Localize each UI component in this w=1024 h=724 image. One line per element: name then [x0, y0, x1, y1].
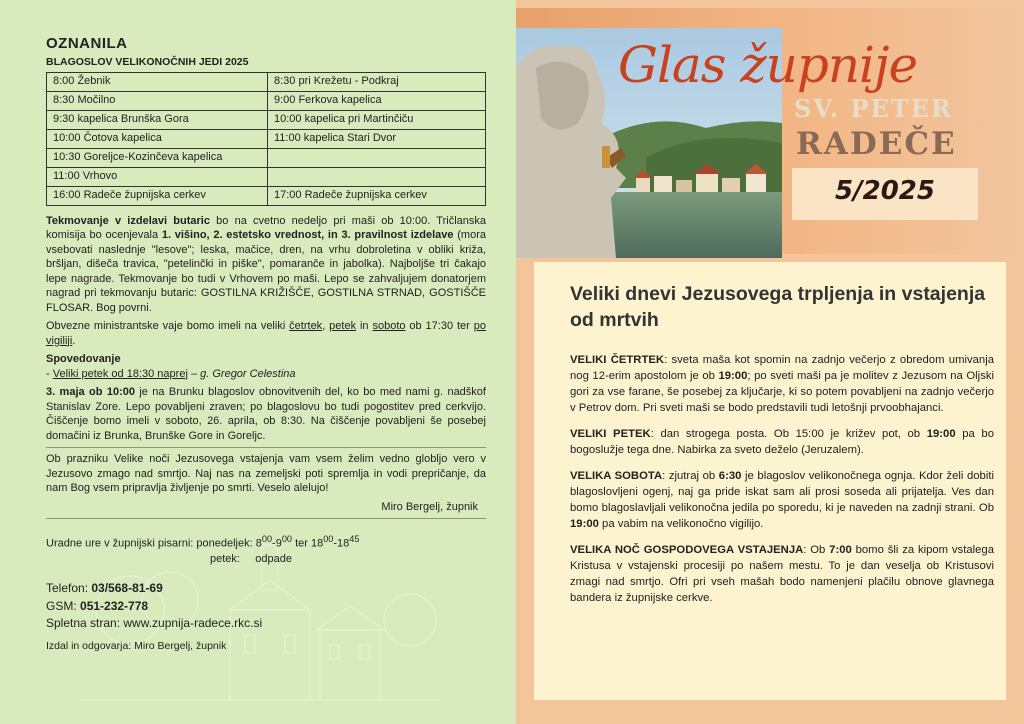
servers-sep: in — [356, 320, 373, 333]
table-cell — [268, 167, 486, 186]
phone-line — [46, 580, 486, 597]
day-time: 7:00 — [829, 544, 852, 557]
day-text: : zjutraj ob — [662, 470, 719, 483]
day-label: VELIKA NOČ GOSPODOVEGA VSTAJENJA — [570, 544, 804, 557]
servers-day-saturday: soboto — [372, 320, 406, 333]
parish-town: RADEČE — [796, 126, 957, 162]
office-hours-value: 00 — [281, 534, 293, 545]
blessing-schedule-table — [46, 72, 486, 206]
office-hours-value: 00 — [323, 534, 334, 545]
phone-number[interactable]: 03/568-81-69 — [91, 581, 163, 596]
issue-number: 5/2025 — [835, 176, 935, 206]
masthead — [516, 8, 1024, 254]
divider — [46, 518, 486, 519]
confession-dash: - — [46, 367, 53, 380]
table-row — [47, 148, 486, 167]
day-text: bomo šli za kipom vstalega Kristusa v vstajenski procesiji po našem mestu. To je dan veselja ob Kristusovi zmagi nad smrtjo. Ofri pri vseh mašah bodo namenjeni plačilu obnove glavnega bandera iz župnijske cerkve. — [570, 544, 994, 605]
table-cell: 8:30 pri Krežetu - Podkraj — [268, 72, 486, 91]
website-link[interactable]: www.zupnija-radece.rkc.si — [123, 615, 263, 630]
holy-week-article — [534, 262, 1006, 700]
brunk-blessing-paragraph — [46, 385, 486, 443]
table-cell: 10:00 Čotova kapelica — [47, 129, 268, 148]
day-time: 19:00 — [926, 427, 956, 440]
article-content — [570, 282, 994, 616]
day-text: : dan strogega posta. Ob 15:00 je križev pot, ob — [650, 427, 927, 440]
contest-title: Tekmovanje v izdelavi butaric — [46, 214, 210, 227]
office-hours-value: 00 — [261, 534, 273, 545]
gsm-line — [46, 598, 486, 615]
table-row — [47, 72, 486, 91]
table-cell: 11:00 kapelica Stari Dvor — [268, 129, 486, 148]
contact-block — [46, 580, 486, 632]
day-time: 19:00 — [570, 518, 599, 531]
butarice-contest-paragraph — [46, 214, 486, 316]
announcements-column — [46, 30, 486, 654]
right-panel — [516, 0, 1024, 724]
bulletin-title: Glas župnije — [618, 36, 918, 94]
table-row — [47, 167, 486, 186]
servers-after-vigil: po vigiliji — [46, 320, 486, 347]
contest-text: bo na cvetno nedeljo pri maši ob 10:00. Tričlanska komisija bo ocenjevala — [46, 214, 486, 242]
article-title: Veliki dnevi Jezusovega trpljenja in vstajenja od mrtvih — [570, 283, 986, 331]
table-cell: 8:00 Žebnik — [47, 72, 268, 91]
blessing-schedule-heading: BLAGOSLOV VELIKONOČNIH JEDI 2025 — [46, 55, 249, 68]
day-text: pa vabim na velikonočno vigilijo. — [598, 518, 764, 531]
table-cell: 9:00 Ferkova kapelica — [268, 91, 486, 110]
table-cell: 11:00 Vrhovo — [47, 167, 268, 186]
day-text: : Ob — [803, 544, 830, 557]
servers-day-friday: petek — [329, 320, 357, 333]
servers-sep: , — [322, 320, 330, 333]
divider — [46, 447, 486, 448]
easter-wish-paragraph: Ob prazniku Velike noči Jezusovega vstajenja vam vsem želim vedno globljo vero v Jezusovo zmago nad smrtjo. Naj nas na zemeljski poti spremlja in vodi prepričanje, da nam Bog vsem pripravlja življenje po smrti. Veselo alelujo! — [46, 453, 486, 495]
table-cell: 8:30 Močilno — [47, 91, 268, 110]
confession-sep: – — [187, 367, 201, 380]
gsm-number[interactable]: 051-232-778 — [80, 598, 149, 613]
servers-day-thursday: četrtek — [289, 320, 323, 333]
office-hours-value: -9 — [272, 538, 282, 551]
announcements-heading: OZNANILA — [46, 35, 128, 52]
table-row — [47, 129, 486, 148]
office-hours-value: 45 — [349, 534, 360, 545]
friday-value: odpade — [255, 552, 292, 565]
contest-criteria: 1. višino, 2. estetsko vrednost, in 3. pravilnost izdelave — [161, 229, 454, 242]
table-cell: 9:30 kapelica Brunška Gora — [47, 110, 268, 129]
gsm-label: GSM: — [46, 598, 81, 613]
servers-text: Obvezne ministrantske vaje bomo imeli na veliki — [46, 320, 290, 333]
servers-end: . — [72, 334, 76, 347]
easter-sunday-paragraph — [570, 542, 994, 606]
table-row — [47, 186, 486, 205]
contest-details: (mora vsebovati naslednje "lesove"; leska, mačice, dren, na vrhu dobroletina v obliki križa, bršljan, dišeča travica, "petelinčki in piške", pomaranče in jabolka). Najboljše tri čakajo lepe nagrade. Tekmovanje bo tudi v Vrhovem po maši. Lepo se zahvaljujem donatorjem nagrad pri tekmovanju butaric: GOSTILNA KRIŽIŠČE, GOSTILNA STRNAD, GOSTIŠČE FLOSAR. Bog povrni. — [46, 229, 486, 314]
brunk-date: 3. maja ob 10:00 — [46, 386, 135, 399]
table-row — [47, 91, 486, 110]
office-hours-value: -18 — [333, 538, 350, 551]
altar-servers-paragraph — [46, 319, 486, 348]
issue-box — [792, 168, 978, 220]
table-row — [47, 110, 486, 129]
office-hours-monday — [46, 533, 486, 551]
publisher-line: Izdal in odgovarja: Miro Bergelj, župnik — [46, 640, 227, 653]
office-hours — [46, 533, 486, 566]
website-line — [46, 615, 486, 632]
brunk-text: je na Brunku blagoslov obnovitvenih del, ko bo med nami g. nadškof Stanislav Zore. Lepo povabljeni zraven; po blagoslovu bo tudi pogostitev pred cerkvijo. Čiščenje bomo imeli v soboto, 26. aprila, ob 8:30. Na čiščenje povabljeni še posebej domačini iz Brunka, Brunške Gore in Goreljc. — [46, 386, 486, 442]
day-text: ; po sveti maši pa je molitev z Jezusom na Oljski gori za vse farane, še posebej za ključarje, ki so potem povabljeni na zadnjo večerjo v Petrov dom. Pri sveti maši se bodo predstavili tudi letošnji prvoobhajanci. — [570, 369, 994, 414]
office-hours-label: Uradne ure v župnijski pisarni: ponedeljek: — [46, 538, 256, 551]
pastor-signature: Miro Bergelj, župnik — [381, 500, 478, 513]
table-cell — [268, 148, 486, 167]
confession-line — [46, 367, 486, 382]
day-time: 19:00 — [718, 369, 748, 382]
day-label: VELIKI PETEK — [570, 427, 651, 440]
friday-label: petek: — [210, 552, 240, 565]
phone-label: Telefon: — [46, 581, 92, 596]
table-cell: 10:00 kapelica pri Martinčiču — [268, 110, 486, 129]
day-text: pa bo bogoslužje tega dne. Nabirka za sveto deželo (Jeruzalem). — [570, 427, 994, 456]
holy-thursday-paragraph — [570, 352, 994, 416]
office-hours-value: 8 — [255, 538, 262, 551]
table-cell: 16:00 Radeče župnijska cerkev — [47, 186, 268, 205]
table-cell: 17:00 Radeče župnijska cerkev — [268, 186, 486, 205]
servers-text: ob 17:30 ter — [405, 320, 474, 333]
day-time: 6:30 — [718, 470, 742, 483]
confession-time: Veliki petek od 18:30 naprej — [52, 367, 188, 380]
confession-heading: Spovedovanje — [46, 353, 121, 366]
good-friday-paragraph — [570, 426, 994, 458]
office-hours-friday — [46, 552, 486, 567]
confession-priest: g. Gregor Celestina — [200, 367, 296, 380]
day-label: VELIKI ČETRTEK — [570, 353, 665, 366]
day-label: VELIKA SOBOTA — [570, 470, 663, 483]
website-label: Spletna stran: — [46, 615, 124, 630]
table-cell: 10:30 Goreljce-Kozinčeva kapelica — [47, 148, 268, 167]
day-text: : sveta maša kot spomin na zadnjo večerjo z obredom umivanja nog 12-erim apostolom je ob — [570, 353, 995, 382]
parish-name: SV. PETER — [794, 94, 953, 123]
office-hours-value: ter 18 — [292, 538, 324, 551]
holy-saturday-paragraph — [570, 468, 994, 532]
day-text: je blagoslov velikonočnega ognja. Kdor želi dobiti blagoslovljeni ogenj, naj ga pride iskat sam ali prosi soseda ali prijatelja. Ves dan bomo blagoslavljali velikonočna jedila po sporedu, ki je naveden na zadnji strani. Ob — [570, 470, 994, 515]
